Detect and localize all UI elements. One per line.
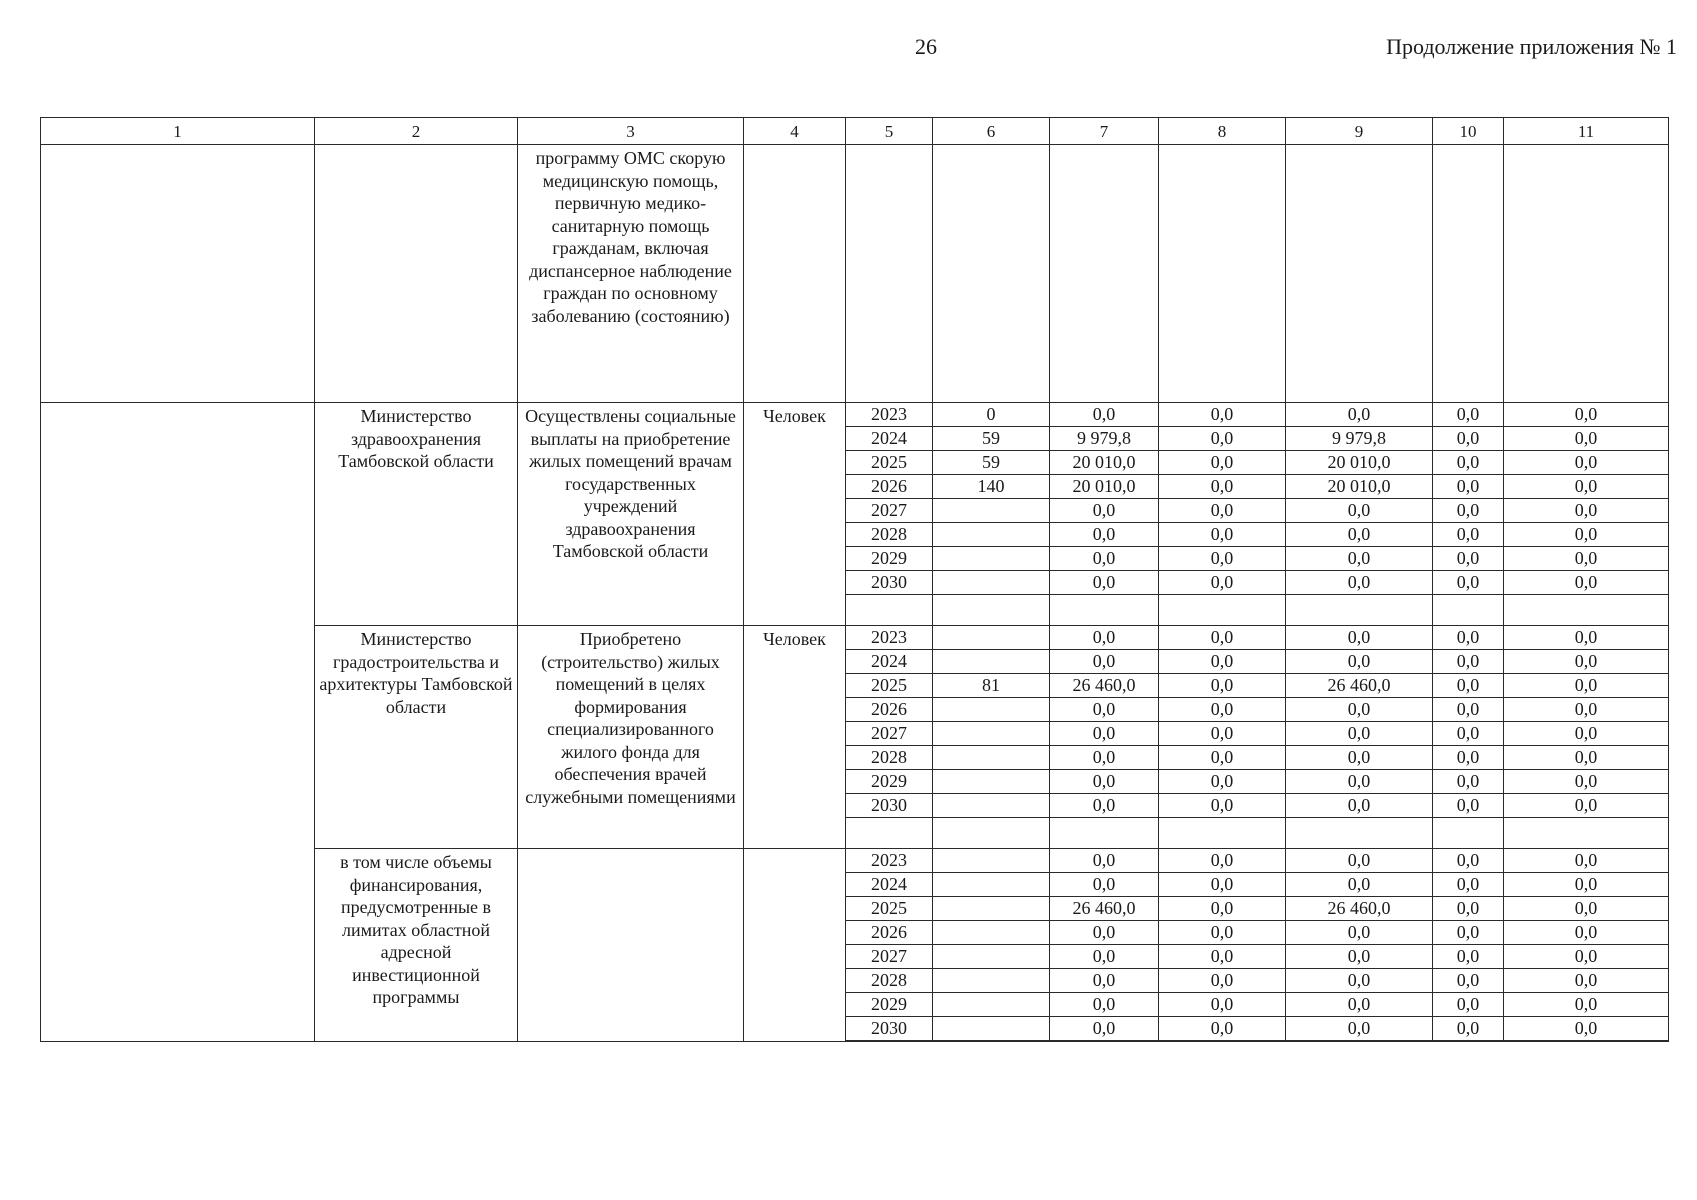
empty-cell (1433, 1041, 1504, 1042)
intro-row (41, 145, 1669, 403)
empty-cell (1286, 1041, 1433, 1042)
value-cell: 0,0 (1159, 897, 1286, 921)
value-cell (933, 523, 1050, 547)
value-cell: 0,0 (1504, 650, 1669, 674)
year-cell: 2028 (846, 969, 933, 993)
year-cell: 2023 (846, 403, 933, 427)
column-number: 6 (933, 118, 1050, 145)
value-cell: 0,0 (1050, 523, 1159, 547)
table-row (41, 403, 1669, 427)
value-cell: 0,0 (1159, 746, 1286, 770)
unit-cell: Человек (744, 403, 846, 626)
value-cell: 0,0 (1159, 523, 1286, 547)
value-cell: 0,0 (1159, 499, 1286, 523)
value-cell (933, 849, 1050, 873)
column-number: 5 (846, 118, 933, 145)
value-cell: 140 (933, 475, 1050, 499)
value-cell: 0,0 (1286, 650, 1433, 674)
value-cell: 0,0 (1050, 1017, 1159, 1041)
year-cell: 2024 (846, 650, 933, 674)
value-cell: 0,0 (1504, 698, 1669, 722)
value-cell (933, 499, 1050, 523)
value-cell: 0,0 (1433, 746, 1504, 770)
value-cell: 0,0 (1050, 547, 1159, 571)
value-cell: 0,0 (1504, 993, 1669, 1017)
year-cell: 2024 (846, 873, 933, 897)
value-cell: 0,0 (1504, 674, 1669, 698)
value-cell: 0,0 (1504, 849, 1669, 873)
value-cell (933, 770, 1050, 794)
value-cell: 0,0 (1433, 770, 1504, 794)
value-cell (1286, 145, 1433, 403)
year-cell: 2029 (846, 547, 933, 571)
empty-cell (1050, 1041, 1159, 1042)
value-cell: 0,0 (1159, 945, 1286, 969)
value-cell (1433, 145, 1504, 403)
value-cell (933, 1017, 1050, 1041)
value-cell (1050, 145, 1159, 403)
year-cell: 2030 (846, 571, 933, 595)
value-cell: 0,0 (1159, 451, 1286, 475)
year-cell: 2029 (846, 993, 933, 1017)
value-cell: 0,0 (1159, 770, 1286, 794)
unit-cell (744, 145, 846, 403)
value-cell: 0,0 (1159, 674, 1286, 698)
column-number: 3 (518, 118, 744, 145)
value-cell (933, 794, 1050, 818)
value-cell: 0,0 (1504, 1017, 1669, 1041)
value-cell: 0,0 (1159, 794, 1286, 818)
value-cell (933, 921, 1050, 945)
value-cell: 0,0 (1504, 403, 1669, 427)
empty-cell (1504, 595, 1669, 626)
value-cell (933, 571, 1050, 595)
value-cell: 26 460,0 (1050, 897, 1159, 921)
year-cell: 2025 (846, 674, 933, 698)
value-cell: 0,0 (1159, 873, 1286, 897)
value-cell: 0,0 (1286, 770, 1433, 794)
value-cell: 0,0 (1433, 873, 1504, 897)
value-cell: 0,0 (1433, 969, 1504, 993)
value-cell: 0,0 (1286, 547, 1433, 571)
value-cell: 0,0 (1504, 626, 1669, 650)
value-cell: 0,0 (1433, 849, 1504, 873)
value-cell: 0,0 (1286, 993, 1433, 1017)
value-cell: 0,0 (1504, 969, 1669, 993)
year-cell: 2026 (846, 921, 933, 945)
empty-cell (1286, 818, 1433, 849)
result-cell: Осуществлены социальные выплаты на приобретение жилых помещений врачам государственных учреждений здравоохранения Тамбовской области (518, 403, 744, 626)
column-number: 11 (1504, 118, 1669, 145)
value-cell: 0,0 (1159, 849, 1286, 873)
column1-cell (41, 145, 315, 403)
year-cell: 2030 (846, 1017, 933, 1041)
unit-cell: Человек (744, 626, 846, 849)
value-cell: 0,0 (1286, 794, 1433, 818)
value-cell: 9 979,8 (1286, 427, 1433, 451)
result-cell: Приобретено (строительство) жилых помещений в целях формирования специализированного жилого фонда для обеспечения врачей служебными помещениями (518, 626, 744, 849)
empty-cell (1504, 818, 1669, 849)
value-cell: 0,0 (1286, 969, 1433, 993)
value-cell: 0,0 (1504, 921, 1669, 945)
value-cell: 0,0 (1286, 873, 1433, 897)
value-cell: 0,0 (1050, 650, 1159, 674)
value-cell: 0,0 (1433, 1017, 1504, 1041)
value-cell: 26 460,0 (1286, 674, 1433, 698)
value-cell: 0,0 (1504, 794, 1669, 818)
column-number: 2 (315, 118, 518, 145)
value-cell: 0,0 (1050, 794, 1159, 818)
value-cell: 0,0 (1504, 945, 1669, 969)
value-cell (1159, 145, 1286, 403)
empty-cell (1286, 595, 1433, 626)
value-cell: 0,0 (1433, 794, 1504, 818)
value-cell: 0,0 (1504, 722, 1669, 746)
value-cell (933, 626, 1050, 650)
value-cell: 0,0 (1433, 547, 1504, 571)
year-cell: 2027 (846, 722, 933, 746)
value-cell: 0,0 (1433, 921, 1504, 945)
value-cell: 0,0 (1433, 674, 1504, 698)
value-cell: 0,0 (1050, 571, 1159, 595)
year-cell: 2025 (846, 897, 933, 921)
year-cell: 2030 (846, 794, 933, 818)
value-cell: 0,0 (1050, 746, 1159, 770)
year-cell: 2024 (846, 427, 933, 451)
year-cell: 2027 (846, 499, 933, 523)
value-cell: 0,0 (1433, 403, 1504, 427)
value-cell: 0,0 (1159, 547, 1286, 571)
value-cell: 0,0 (1286, 849, 1433, 873)
value-cell: 0,0 (1504, 746, 1669, 770)
value-cell (933, 698, 1050, 722)
value-cell: 20 010,0 (1050, 475, 1159, 499)
value-cell: 0,0 (1286, 499, 1433, 523)
value-cell: 59 (933, 451, 1050, 475)
value-cell: 0,0 (1159, 475, 1286, 499)
column-number: 1 (41, 118, 315, 145)
value-cell: 0,0 (1433, 897, 1504, 921)
value-cell: 20 010,0 (1286, 475, 1433, 499)
value-cell: 0,0 (1159, 571, 1286, 595)
value-cell: 0,0 (1286, 698, 1433, 722)
value-cell (933, 650, 1050, 674)
column-number: 4 (744, 118, 846, 145)
header-note: Продолжение приложения № 1 (1386, 34, 1677, 59)
value-cell: 0,0 (1433, 650, 1504, 674)
intro-text: программу ОМС скорую медицинскую помощь, первичную медико-санитарную помощь гражданам, включая диспансерное наблюдение граждан по основному заболеванию (состоянию) (518, 145, 744, 403)
empty-cell (1050, 818, 1159, 849)
column1-cell (41, 403, 315, 1042)
value-cell: 0,0 (1050, 993, 1159, 1017)
column-number: 8 (1159, 118, 1286, 145)
value-cell: 0,0 (1159, 969, 1286, 993)
value-cell: 0,0 (1050, 849, 1159, 873)
value-cell: 0,0 (1050, 873, 1159, 897)
empty-cell (933, 818, 1050, 849)
value-cell: 0,0 (1159, 921, 1286, 945)
value-cell: 0,0 (1286, 1017, 1433, 1041)
value-cell (933, 897, 1050, 921)
value-cell: 0,0 (1504, 547, 1669, 571)
value-cell: 0,0 (1433, 571, 1504, 595)
empty-cell (1433, 818, 1504, 849)
value-cell: 0,0 (1159, 650, 1286, 674)
empty-cell (1504, 1041, 1669, 1042)
value-cell: 59 (933, 427, 1050, 451)
value-cell: 0,0 (1433, 993, 1504, 1017)
year-cell: 2023 (846, 626, 933, 650)
value-cell: 0,0 (1286, 403, 1433, 427)
value-cell (933, 145, 1050, 403)
value-cell: 0,0 (1050, 499, 1159, 523)
value-cell: 0,0 (1504, 873, 1669, 897)
value-cell: 0,0 (1286, 523, 1433, 547)
value-cell (933, 722, 1050, 746)
value-cell: 0,0 (1050, 921, 1159, 945)
value-cell (933, 746, 1050, 770)
value-cell: 0,0 (1286, 722, 1433, 746)
empty-cell (1433, 595, 1504, 626)
value-cell (933, 547, 1050, 571)
value-cell: 0,0 (1159, 626, 1286, 650)
column-number: 9 (1286, 118, 1433, 145)
value-cell: 0,0 (1504, 571, 1669, 595)
value-cell: 0,0 (1159, 698, 1286, 722)
unit-cell (744, 849, 846, 1042)
value-cell: 20 010,0 (1286, 451, 1433, 475)
value-cell: 0,0 (1050, 770, 1159, 794)
value-cell: 0,0 (1050, 698, 1159, 722)
value-cell (933, 873, 1050, 897)
value-cell: 0,0 (1504, 451, 1669, 475)
value-cell: 0,0 (1433, 626, 1504, 650)
value-cell: 0,0 (1159, 1017, 1286, 1041)
value-cell: 0,0 (1050, 722, 1159, 746)
value-cell: 26 460,0 (1050, 674, 1159, 698)
value-cell: 0,0 (1504, 499, 1669, 523)
year-cell: 2027 (846, 945, 933, 969)
value-cell: 0,0 (1286, 626, 1433, 650)
value-cell: 0,0 (1433, 523, 1504, 547)
year-cell: 2023 (846, 849, 933, 873)
value-cell (933, 993, 1050, 1017)
empty-cell (846, 595, 933, 626)
executor-cell: в том числе объемы финансирования, предусмотренные в лимитах областной адресной инвестиционной программы (315, 849, 518, 1042)
year-cell: 2026 (846, 698, 933, 722)
value-cell: 0,0 (1159, 403, 1286, 427)
value-cell: 9 979,8 (1050, 427, 1159, 451)
value-cell: 0,0 (1504, 427, 1669, 451)
year-cell: 2025 (846, 451, 933, 475)
empty-cell (933, 595, 1050, 626)
empty-cell (1159, 1041, 1286, 1042)
data-table (40, 117, 1669, 1042)
value-cell: 0,0 (1433, 475, 1504, 499)
column-number: 7 (1050, 118, 1159, 145)
executor-cell: Министерство здравоохранения Тамбовской области (315, 403, 518, 626)
year-cell: 2028 (846, 523, 933, 547)
value-cell: 0,0 (1286, 571, 1433, 595)
year-cell: 2026 (846, 475, 933, 499)
executor-cell (315, 145, 518, 403)
value-cell (933, 969, 1050, 993)
empty-cell (1159, 818, 1286, 849)
empty-cell (933, 1041, 1050, 1042)
value-cell: 0,0 (1050, 969, 1159, 993)
value-cell: 0,0 (1504, 523, 1669, 547)
value-cell (1504, 145, 1669, 403)
value-cell: 0,0 (1050, 945, 1159, 969)
value-cell: 0,0 (1504, 897, 1669, 921)
value-cell: 0,0 (1433, 698, 1504, 722)
value-cell: 0,0 (1050, 403, 1159, 427)
page-number: 26 (915, 34, 937, 59)
value-cell: 20 010,0 (1050, 451, 1159, 475)
value-cell: 0,0 (1286, 945, 1433, 969)
value-cell: 0,0 (1159, 427, 1286, 451)
value-cell: 0,0 (1433, 427, 1504, 451)
result-cell (518, 849, 744, 1042)
value-cell: 0,0 (1504, 770, 1669, 794)
empty-cell (1159, 595, 1286, 626)
empty-cell (846, 818, 933, 849)
value-cell: 0,0 (1433, 499, 1504, 523)
value-cell (933, 945, 1050, 969)
value-cell: 26 460,0 (1286, 897, 1433, 921)
value-cell: 0,0 (1433, 945, 1504, 969)
empty-cell (846, 1041, 933, 1042)
year-cell: 2028 (846, 746, 933, 770)
value-cell: 0,0 (1159, 722, 1286, 746)
value-cell: 0,0 (1504, 475, 1669, 499)
value-cell: 0,0 (1433, 722, 1504, 746)
value-cell: 81 (933, 674, 1050, 698)
value-cell: 0,0 (1286, 746, 1433, 770)
value-cell: 0 (933, 403, 1050, 427)
year-cell (846, 145, 933, 403)
column-number-row (41, 118, 1669, 145)
value-cell: 0,0 (1433, 451, 1504, 475)
value-cell: 0,0 (1286, 921, 1433, 945)
value-cell: 0,0 (1050, 626, 1159, 650)
value-cell: 0,0 (1159, 993, 1286, 1017)
year-cell: 2029 (846, 770, 933, 794)
column-number: 10 (1433, 118, 1504, 145)
executor-cell: Министерство градостроительства и архитектуры Тамбовской области (315, 626, 518, 849)
empty-cell (1050, 595, 1159, 626)
